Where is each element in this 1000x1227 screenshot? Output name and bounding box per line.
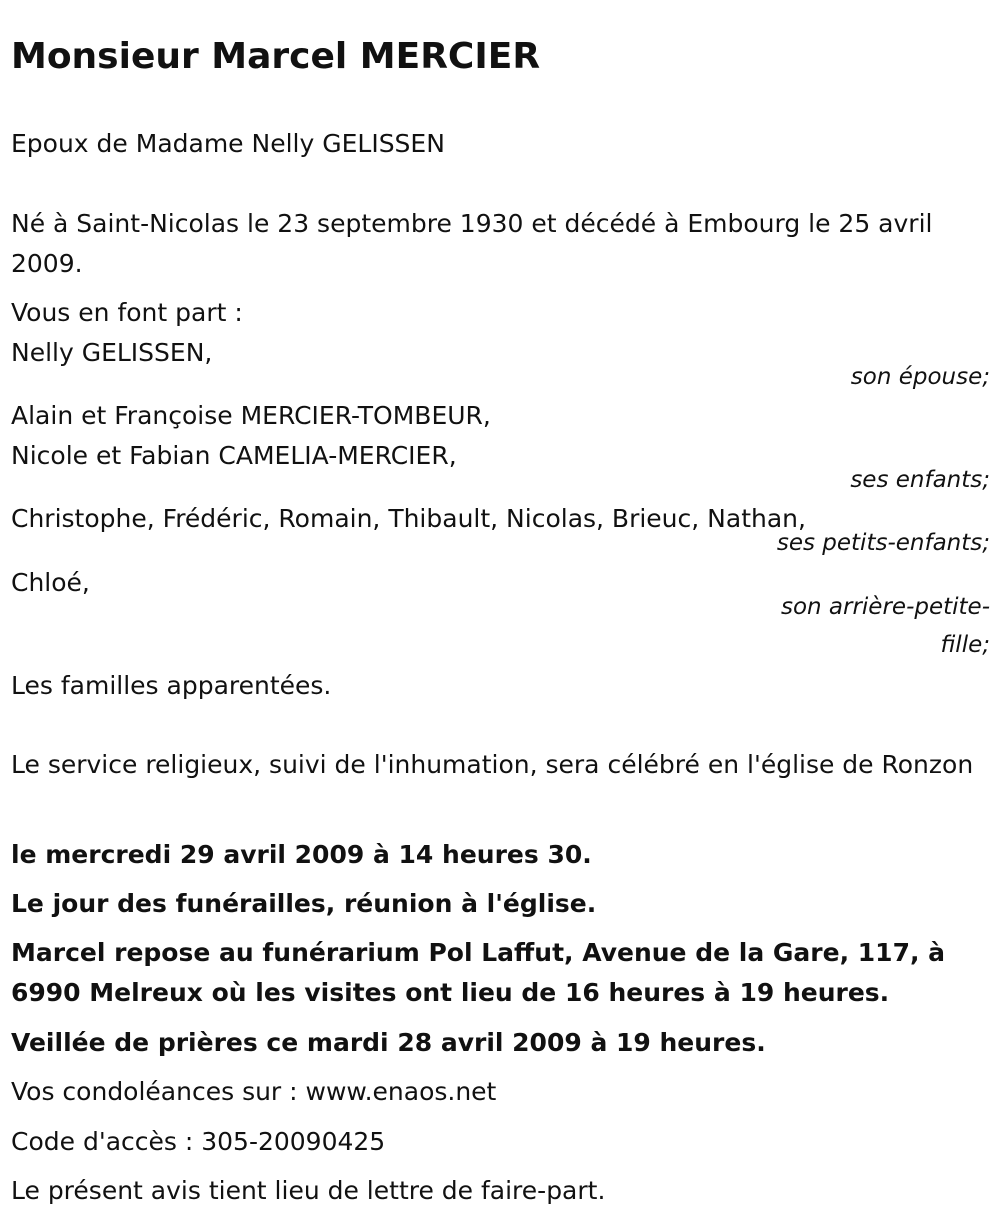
- child-1: Alain et Françoise MERCIER-TOMBEUR,: [11, 401, 491, 430]
- children-role: ses enfants;: [850, 467, 990, 493]
- grandchildren-role: ses petits-enfants;: [776, 530, 990, 556]
- service-date: le mercredi 29 avril 2009 à 14 heures 30.: [11, 840, 592, 869]
- access-code-line: Code d'accès : 305-20090425: [11, 1127, 386, 1156]
- closing-line: Le présent avis tient lieu de lettre de faire-part.: [11, 1176, 606, 1205]
- spouse-line: Epoux de Madame Nelly GELISSEN: [11, 129, 445, 158]
- grandchildren: Christophe, Frédéric, Romain, Thibault, Nicolas, Brieuc, Nathan,: [11, 504, 806, 533]
- meeting-line: Le jour des funérailles, réunion à l'église.: [11, 889, 597, 918]
- condolences-line[interactable]: Vos condoléances sur : www.enaos.net: [11, 1077, 497, 1106]
- great-grandchild-role: son arrière-petite-fille;: [780, 594, 990, 658]
- child-2: Nicole et Fabian CAMELIA-MERCIER,: [11, 441, 457, 470]
- vigil-line: Veillée de prières ce mardi 28 avril 2009 à 19 heures.: [11, 1028, 766, 1057]
- birth-death-line: Né à Saint-Nicolas le 23 septembre 1930 et décédé à Embourg le 25 avril 2009.: [11, 209, 933, 278]
- funeral-home-line: Marcel repose au funérarium Pol Laffut, Avenue de la Gare, 117, à 6990 Melreux où les visites ont lieu de 16 heures à 19 heures.: [11, 938, 946, 1007]
- wife-role: son épouse;: [850, 364, 990, 390]
- deceased-name-title: Monsieur Marcel MERCIER: [11, 36, 541, 77]
- service-line: Le service religieux, suivi de l'inhumation, sera célébré en l'église de Ronzon: [11, 750, 974, 779]
- related-families: Les familles apparentées.: [11, 671, 332, 700]
- great-grandchild: Chloé,: [11, 568, 90, 597]
- wife-name: Nelly GELISSEN,: [11, 338, 213, 367]
- announce-intro: Vous en font part :: [11, 298, 243, 327]
